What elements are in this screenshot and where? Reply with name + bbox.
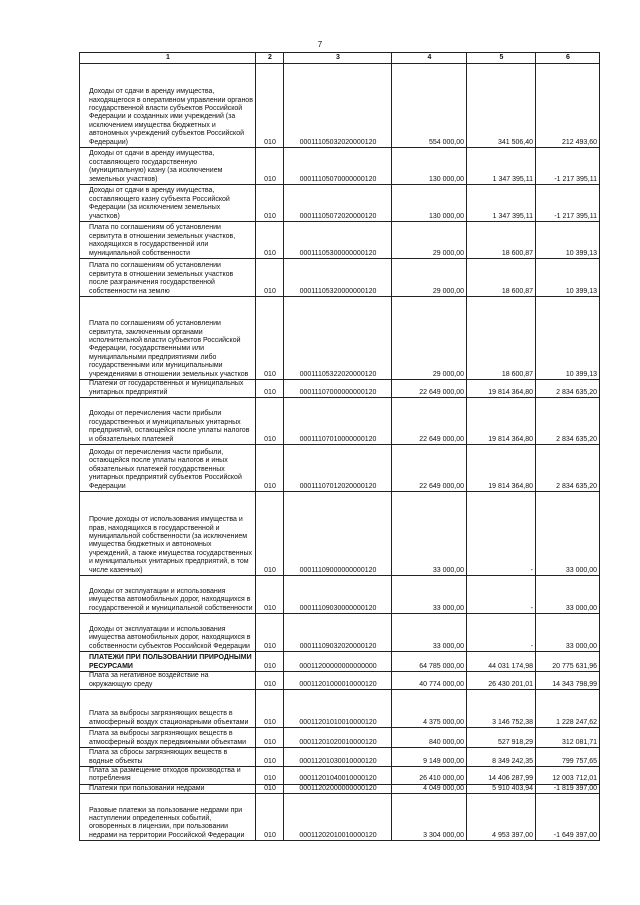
row-kbk: 00011105072020000120 [284, 185, 392, 222]
row-approved: 3 304 000,00 [392, 794, 467, 841]
row-name [80, 64, 256, 148]
row-kbk: 00011201000010000120 [284, 672, 392, 690]
row-executed: 18 600,87 [467, 297, 536, 380]
row-approved: 33 000,00 [392, 576, 467, 614]
row-unexecuted: 12 003 712,01 [536, 767, 600, 785]
row-name-text: Доходы от перечисления части прибыли государственных и муниципальных унитарных предприятий, остающейся после уплаты налогов и обязательных платежей [89, 410, 250, 443]
row-name [80, 185, 256, 222]
row-kbk: 00011105322020000120 [284, 297, 392, 380]
row-unexecuted: 10 399,13 [536, 259, 600, 297]
row-code: 010 [256, 794, 284, 841]
row-unexecuted: 2 834 635,20 [536, 398, 600, 445]
row-name-text: Плата за выбросы загрязняющих веществ в атмосферный воздух передвижными объектами [89, 730, 247, 746]
row-name [80, 767, 256, 785]
row-kbk: 00011105070000000120 [284, 148, 392, 185]
row-unexecuted: 10 399,13 [536, 297, 600, 380]
row-executed: 26 430 201,01 [467, 672, 536, 690]
row-code: 010 [256, 784, 284, 793]
row-name-text: Плата за выбросы загрязняющих веществ в атмосферный воздух стационарными объектами [89, 710, 249, 726]
row-unexecuted: 33 000,00 [536, 576, 600, 614]
row-unexecuted: -1 217 395,11 [536, 185, 600, 222]
row-approved: 33 000,00 [392, 492, 467, 576]
row-unexecuted: 799 757,65 [536, 748, 600, 767]
row-name-text: Плата по соглашениям об установлении сервитута в отношении земельных участков, находящихся в государственной или муниципальной собственности [89, 224, 236, 257]
row-code: 010 [256, 185, 284, 222]
row-approved: 130 000,00 [392, 148, 467, 185]
row-name [80, 297, 256, 380]
row-kbk: 00011107000000000120 [284, 380, 392, 398]
table-row [80, 672, 600, 690]
row-executed: 1 347 395,11 [467, 148, 536, 185]
row-unexecuted: 312 081,71 [536, 728, 600, 748]
row-approved: 33 000,00 [392, 614, 467, 652]
row-code: 010 [256, 576, 284, 614]
row-executed: 3 146 752,38 [467, 690, 536, 728]
row-approved: 29 000,00 [392, 222, 467, 259]
row-executed: 18 600,87 [467, 222, 536, 259]
header-col-2: 2 [256, 53, 284, 64]
header-col-3: 3 [284, 53, 392, 64]
row-name-text: Разовые платежи за пользование недрами при наступлении определенных событий, оговоренных в лицензии, при пользовании недрами на территории Российской Федерации [89, 806, 245, 839]
row-kbk: 00011201020010000120 [284, 728, 392, 748]
row-code: 010 [256, 222, 284, 259]
table-row [80, 767, 600, 785]
row-name [80, 794, 256, 841]
row-executed: 8 349 242,35 [467, 748, 536, 767]
row-unexecuted: 33 000,00 [536, 614, 600, 652]
row-code: 010 [256, 652, 284, 672]
row-name [80, 380, 256, 398]
row-name [80, 398, 256, 445]
row-name-text: Плата за негативное воздействие на окружающую среду [89, 672, 209, 688]
row-name [80, 728, 256, 748]
row-executed: 18 600,87 [467, 259, 536, 297]
row-kbk: 00011109000000000120 [284, 492, 392, 576]
row-name-text: Прочие доходы от использования имущества и прав, находящихся в государственной и муниципальной собственности (за исключением имущества бюджетных и автономных учреждений, а также имущества государственных и муниципальных унитарных предприятий, в том числе казенных) [89, 516, 253, 574]
row-approved: 22 649 000,00 [392, 398, 467, 445]
table-row [80, 690, 600, 728]
row-name-text: Доходы от сдачи в аренду имущества, находящегося в оперативном управлении органов государственной власти субъектов Российской Федерации и созданных ими учреждений (за исключением имущества бюджетных и автономных учреждений субъектов Российской Федерации) [89, 88, 253, 146]
row-unexecuted: 212 493,60 [536, 64, 600, 148]
table-row [80, 259, 600, 297]
row-name [80, 690, 256, 728]
row-kbk: 00011105300000000120 [284, 222, 392, 259]
row-unexecuted: 10 399,13 [536, 222, 600, 259]
row-code: 010 [256, 297, 284, 380]
page-number: 7 [317, 40, 323, 49]
row-kbk: 00011109030000000120 [284, 576, 392, 614]
row-name [80, 445, 256, 492]
row-kbk: 00011105032020000120 [284, 64, 392, 148]
row-name [80, 259, 256, 297]
row-approved: 26 410 000,00 [392, 767, 467, 785]
report-table [79, 52, 600, 841]
row-executed: 341 506,40 [467, 64, 536, 148]
row-name [80, 748, 256, 767]
row-code: 010 [256, 398, 284, 445]
row-code: 010 [256, 445, 284, 492]
row-code: 010 [256, 690, 284, 728]
row-approved: 9 149 000,00 [392, 748, 467, 767]
row-executed: 44 031 174,98 [467, 652, 536, 672]
row-executed: 527 918,29 [467, 728, 536, 748]
row-executed: 5 910 403,94 [467, 784, 536, 793]
row-unexecuted: -1 217 395,11 [536, 148, 600, 185]
row-unexecuted: 2 834 635,20 [536, 445, 600, 492]
row-name-text: Доходы от перечисления части прибыли, остающейся после уплаты налогов и иных обязательных платежей государственных унитарных предприятий субъектов Российской Федерации [89, 448, 242, 490]
row-code: 010 [256, 614, 284, 652]
row-name [80, 148, 256, 185]
row-name [80, 652, 256, 672]
row-name [80, 614, 256, 652]
row-unexecuted: -1 819 397,00 [536, 784, 600, 793]
table-row [80, 445, 600, 492]
row-kbk: 00011202000000000120 [284, 784, 392, 793]
row-approved: 40 774 000,00 [392, 672, 467, 690]
row-code: 010 [256, 148, 284, 185]
table-row [80, 576, 600, 614]
row-name-text: Плата за сбросы загрязняющих веществ в водные объекты [89, 749, 228, 765]
row-approved: 4 049 000,00 [392, 784, 467, 793]
row-kbk: 00011109032020000120 [284, 614, 392, 652]
row-code: 010 [256, 64, 284, 148]
table-row [80, 380, 600, 398]
row-unexecuted: -1 649 397,00 [536, 794, 600, 841]
row-name-text: Доходы от эксплуатации и использования имущества автомобильных дорог, находящихся в государственной и муниципальной собственности [89, 587, 253, 612]
row-executed: - [467, 576, 536, 614]
row-unexecuted: 14 343 798,99 [536, 672, 600, 690]
row-executed: 19 814 364,80 [467, 398, 536, 445]
table-row [80, 784, 600, 793]
row-executed: 19 814 364,80 [467, 380, 536, 398]
row-code: 010 [256, 380, 284, 398]
row-unexecuted: 1 228 247,62 [536, 690, 600, 728]
table-row [80, 652, 600, 672]
table-row [80, 614, 600, 652]
row-name [80, 672, 256, 690]
table-row [80, 492, 600, 576]
row-name-text: Доходы от эксплуатации и использования имущества автомобильных дорог, находящихся в собственности субъектов Российской Федерации [89, 625, 251, 650]
row-approved: 4 375 000,00 [392, 690, 467, 728]
row-code: 010 [256, 492, 284, 576]
row-code: 010 [256, 748, 284, 767]
row-approved: 29 000,00 [392, 259, 467, 297]
row-approved: 22 649 000,00 [392, 445, 467, 492]
row-approved: 64 785 000,00 [392, 652, 467, 672]
row-name-text: Доходы от сдачи в аренду имущества, составляющего государственную (муниципальную) казну (за исключением земельных участков) [89, 150, 223, 183]
header-col-6: 6 [536, 53, 600, 64]
header-col-1: 1 [80, 53, 256, 64]
row-kbk: 00011107012020000120 [284, 445, 392, 492]
row-approved: 29 000,00 [392, 297, 467, 380]
row-kbk: 00011201010010000120 [284, 690, 392, 728]
table-row [80, 64, 600, 148]
header-col-5: 5 [467, 53, 536, 64]
table-row [80, 185, 600, 222]
header-col-4: 4 [392, 53, 467, 64]
row-unexecuted: 20 775 631,96 [536, 652, 600, 672]
row-unexecuted: 33 000,00 [536, 492, 600, 576]
row-unexecuted: 2 834 635,20 [536, 380, 600, 398]
row-kbk: 00011105320000000120 [284, 259, 392, 297]
row-name-text: Доходы от сдачи в аренду имущества, составляющего казну субъекта Российской Федерации (за исключением земельных участков) [89, 187, 230, 220]
row-kbk: 00011107010000000120 [284, 398, 392, 445]
row-name [80, 784, 256, 793]
row-name-text: Плата по соглашениям об установлении сервитута в отношении земельных участков после разграничения государственной собственности на землю [89, 262, 234, 295]
row-name-text: Плата по соглашениям об установлении сервитута, заключенным органами исполнительной власти субъектов Российской Федерации, государственными или муниципальными предприятиями либо государственными или муниципальными учреждениями в отношении земельных участков [89, 320, 249, 378]
row-approved: 554 000,00 [392, 64, 467, 148]
row-name [80, 492, 256, 576]
row-kbk: 00011200000000000000 [284, 652, 392, 672]
row-name-text: Платежи при пользовании недрами [89, 784, 205, 792]
row-executed: - [467, 614, 536, 652]
row-approved: 130 000,00 [392, 185, 467, 222]
table-row [80, 728, 600, 748]
row-executed: 14 406 287,99 [467, 767, 536, 785]
row-code: 010 [256, 767, 284, 785]
row-name [80, 576, 256, 614]
table-row [80, 748, 600, 767]
table-row [80, 297, 600, 380]
row-kbk: 00011201040010000120 [284, 767, 392, 785]
row-executed: - [467, 492, 536, 576]
row-code: 010 [256, 728, 284, 748]
row-name [80, 222, 256, 259]
row-approved: 840 000,00 [392, 728, 467, 748]
row-executed: 4 953 397,00 [467, 794, 536, 841]
row-code: 010 [256, 672, 284, 690]
row-name-text: Платежи от государственных и муниципальных унитарных предприятий [89, 380, 244, 396]
table-row [80, 222, 600, 259]
row-approved: 22 649 000,00 [392, 380, 467, 398]
row-executed: 19 814 364,80 [467, 445, 536, 492]
table-row [80, 398, 600, 445]
row-kbk: 00011202010010000120 [284, 794, 392, 841]
table-row [80, 148, 600, 185]
header-row [80, 53, 600, 64]
row-executed: 1 347 395,11 [467, 185, 536, 222]
row-kbk: 00011201030010000120 [284, 748, 392, 767]
row-name-text: ПЛАТЕЖИ ПРИ ПОЛЬЗОВАНИИ ПРИРОДНЫМИ РЕСУРСАМИ [89, 654, 252, 670]
row-code: 010 [256, 259, 284, 297]
row-name-text: Плата за размещение отходов производства и потребления [89, 767, 241, 783]
table-row [80, 794, 600, 841]
